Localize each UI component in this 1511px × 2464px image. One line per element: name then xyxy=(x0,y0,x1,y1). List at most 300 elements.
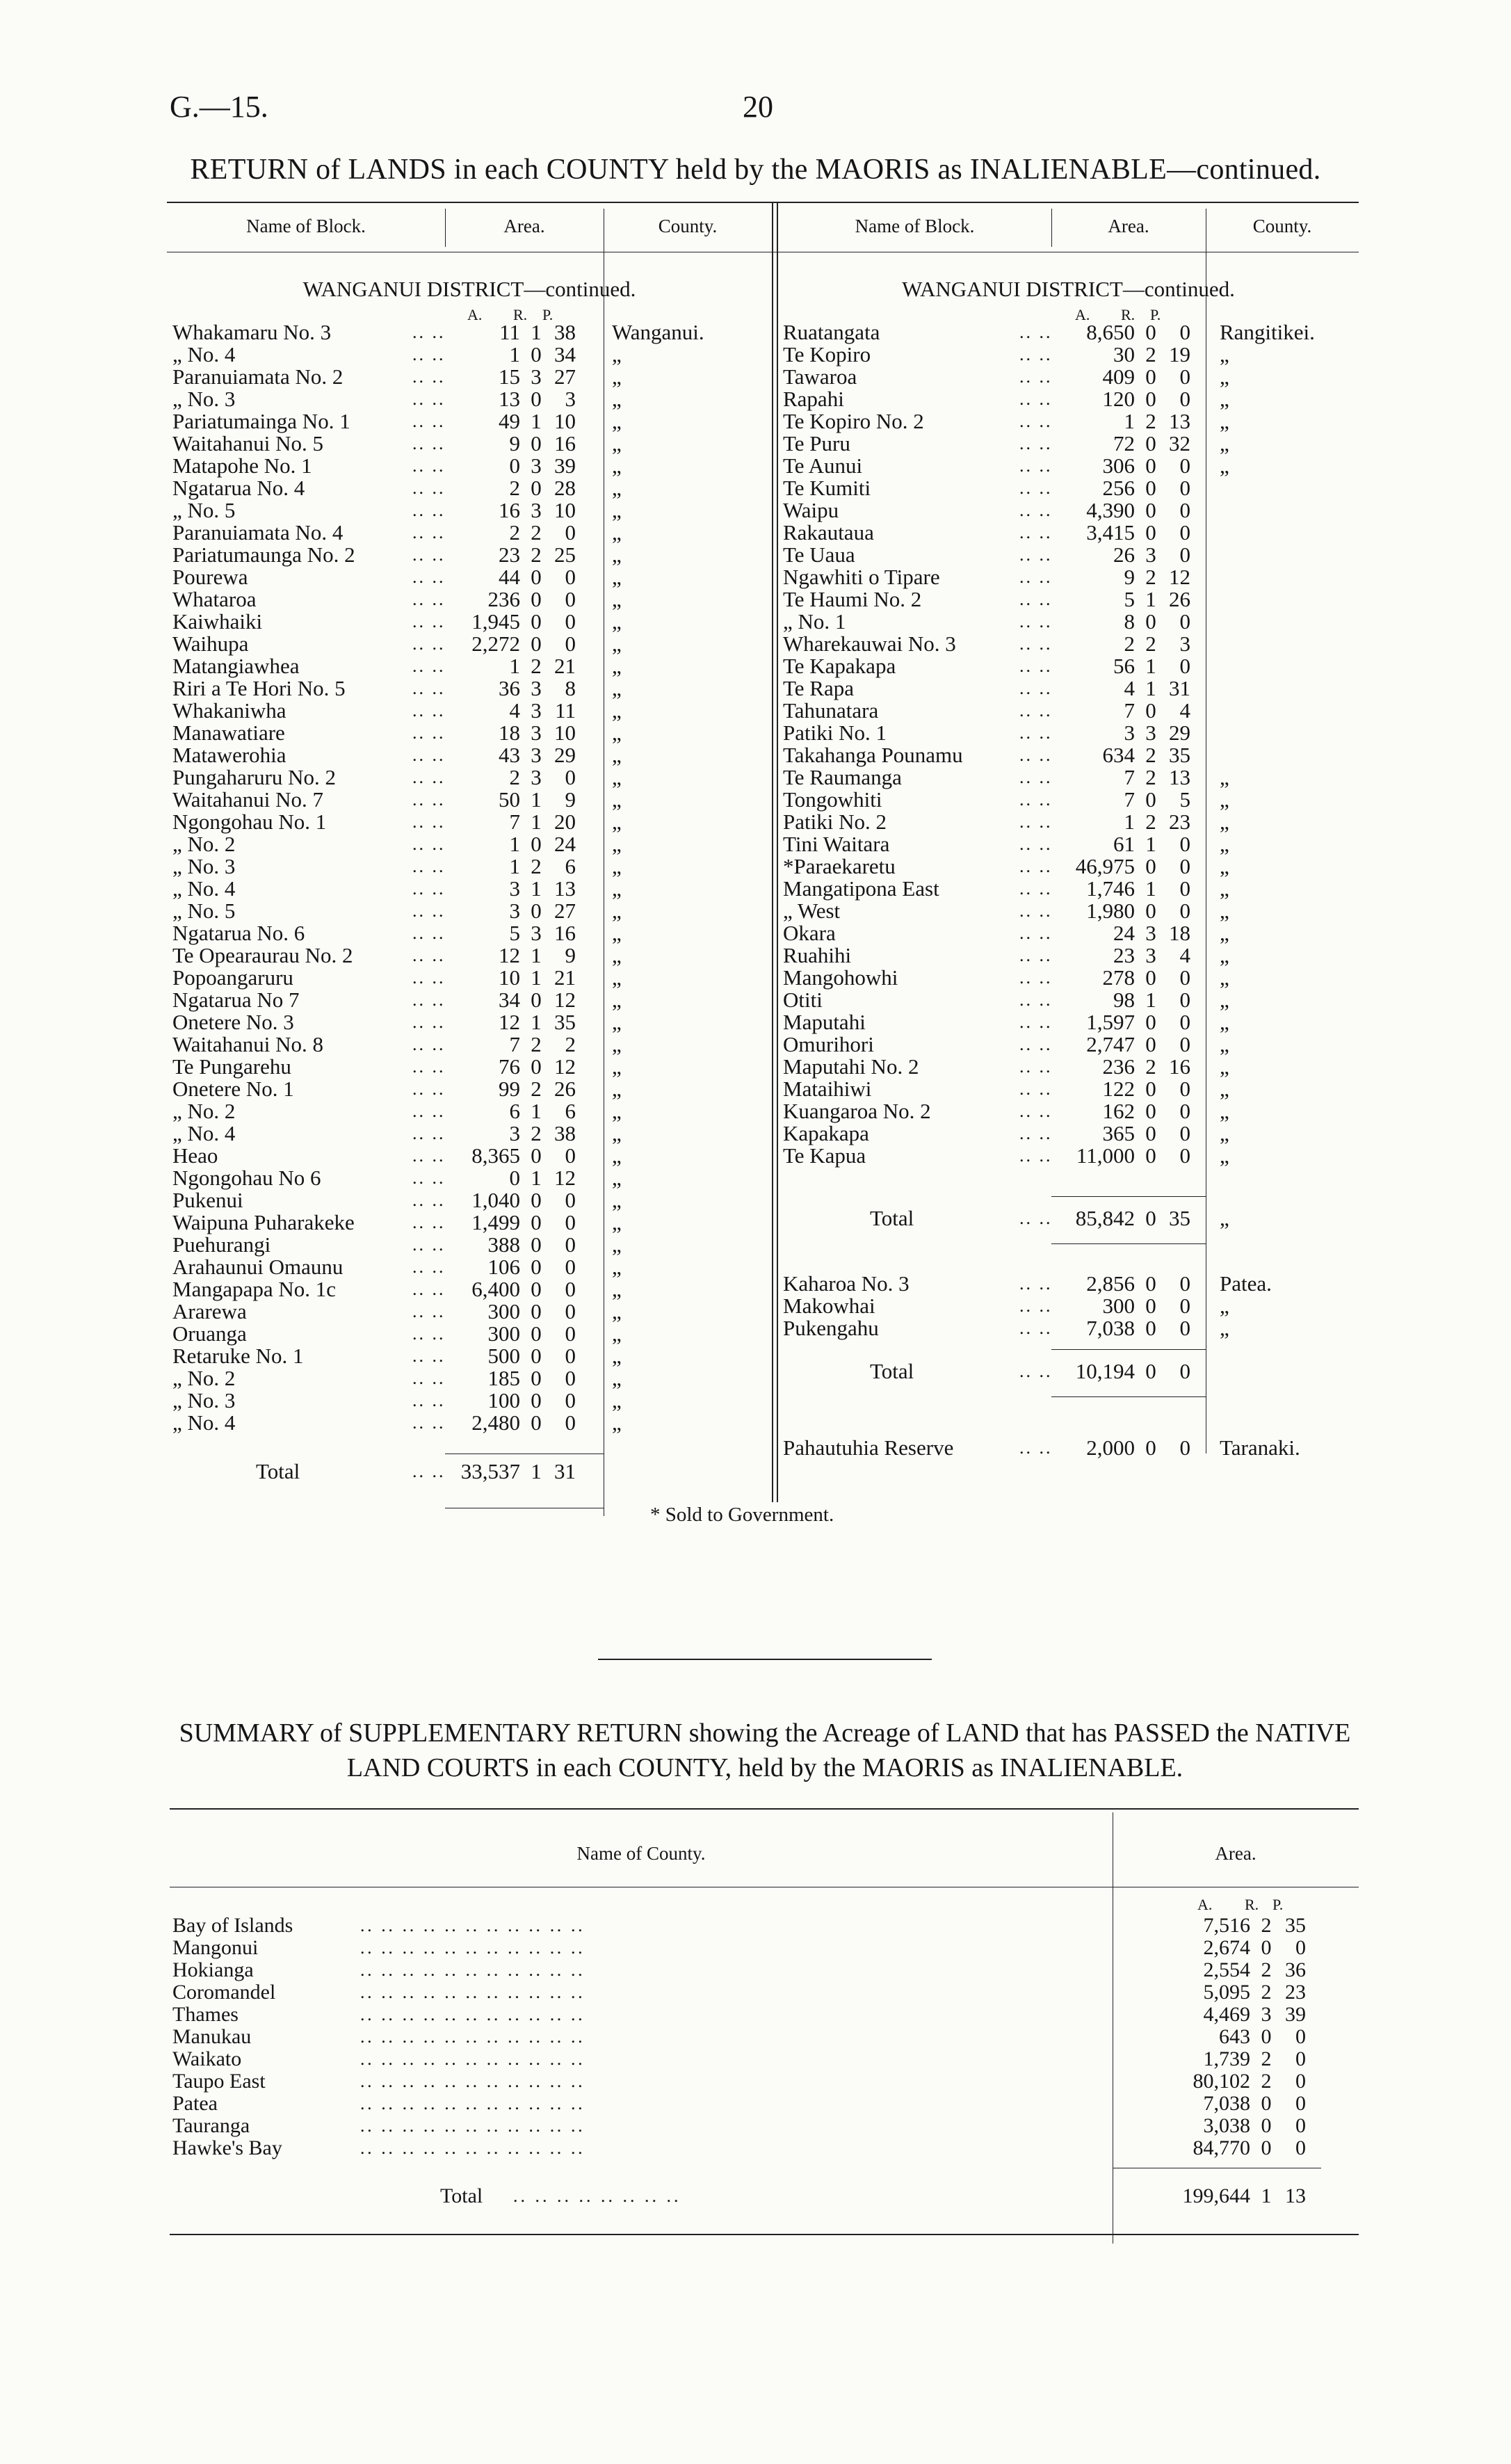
area-perches: 0 xyxy=(1179,876,1190,901)
county: „ xyxy=(1220,765,1229,789)
area-roods: 0 xyxy=(1145,364,1156,389)
area-perches: 6 xyxy=(565,854,576,878)
unit-perches-right: P. xyxy=(1150,306,1161,323)
leader-dots: .. .. xyxy=(412,1301,446,1321)
area-acres: 6 xyxy=(509,1099,520,1123)
area-perches: 0 xyxy=(1179,609,1190,634)
leader-dots: .. .. xyxy=(1019,567,1053,587)
block-name: Pungaharuru No. 2 xyxy=(172,765,337,789)
area-acres: 11 xyxy=(499,320,520,344)
area-perches: 0 xyxy=(1179,453,1190,478)
area-perches: 0 xyxy=(1179,1121,1190,1145)
county: „ xyxy=(612,431,622,456)
area-acres: 1 xyxy=(1124,409,1135,433)
county-name: Hawke's Bay xyxy=(172,2136,282,2159)
leader-dots: .. .. xyxy=(1019,878,1053,899)
area-roods: 1 xyxy=(1145,832,1156,856)
leader-dots: .. .. xyxy=(412,967,446,988)
table-row xyxy=(783,1295,1367,1317)
table-row xyxy=(783,1360,1367,1383)
table-row xyxy=(783,1056,1367,1078)
area-perches: 0 xyxy=(1295,2025,1306,2048)
county: „ xyxy=(612,409,622,433)
area-acres: 85,842 xyxy=(1075,1206,1135,1230)
table-row xyxy=(783,522,1367,544)
area-acres: 61 xyxy=(1113,832,1135,856)
area-roods: 0 xyxy=(531,1054,542,1079)
area-roods: 2 xyxy=(1261,1981,1272,2004)
area-perches: 0 xyxy=(565,609,576,634)
county: „ xyxy=(612,387,622,411)
block-name: Tini Waitara xyxy=(783,832,890,856)
leader-dots: .. .. xyxy=(412,1145,446,1166)
county: „ xyxy=(612,1299,622,1323)
leader-dots: .. .. xyxy=(1019,1101,1053,1121)
leader-dots: .. .. xyxy=(412,1056,446,1077)
page-title: RETURN of LANDS in each COUNTY held by the MAORIS as INALIENABLE—continued. xyxy=(190,154,1321,186)
area-perches: 2 xyxy=(565,1032,576,1056)
area-perches: 0 xyxy=(1179,1099,1190,1123)
summary-row xyxy=(172,2115,1320,2137)
area-perches: 0 xyxy=(565,1232,576,1257)
summary-title-line2: LAND COURTS in each COUNTY, held by the MAORIS as INALIENABLE. xyxy=(346,1753,1183,1782)
area-acres: 7 xyxy=(1124,787,1135,812)
area-perches: 10 xyxy=(554,498,576,522)
area-acres: 1,499 xyxy=(471,1210,520,1234)
area-acres: 7,038 xyxy=(1203,2092,1250,2115)
area-roods: 0 xyxy=(1261,2092,1272,2115)
leader-dots: .. .. .. .. .. .. .. .. .. .. .. xyxy=(360,1960,585,1980)
right-total2-rule-bottom xyxy=(1051,1396,1206,1397)
table-row xyxy=(783,477,1367,499)
area-acres: 2,480 xyxy=(471,1410,520,1435)
county: „ xyxy=(612,1366,622,1390)
area-acres: 13 xyxy=(499,387,520,411)
area-roods: 0 xyxy=(1145,698,1156,723)
area-roods: 3 xyxy=(531,720,542,745)
area-acres: 256 xyxy=(1102,476,1135,500)
area-acres: 236 xyxy=(487,587,520,611)
block-name: Te Kapakapa xyxy=(783,654,896,678)
area-perches: 31 xyxy=(554,1459,576,1483)
area-perches: 12 xyxy=(554,1054,576,1079)
area-acres: 1,597 xyxy=(1086,1010,1135,1034)
county: „ xyxy=(612,1010,622,1034)
area-roods: 0 xyxy=(531,1366,542,1390)
block-name: Waitahanui No. 7 xyxy=(172,787,324,812)
area-roods: 0 xyxy=(1145,387,1156,411)
county: „ xyxy=(612,1210,622,1234)
summary-row xyxy=(172,2070,1320,2093)
area-acres: 3,415 xyxy=(1086,520,1135,545)
area-roods: 0 xyxy=(1145,1010,1156,1034)
leader-dots: .. .. xyxy=(412,990,446,1010)
area-perches: 16 xyxy=(554,431,576,456)
area-roods: 0 xyxy=(1145,431,1156,456)
area-perches: 28 xyxy=(554,476,576,500)
table-row xyxy=(783,878,1367,900)
block-name: Matawerohia xyxy=(172,743,286,767)
area-acres: 1 xyxy=(509,832,520,856)
leader-dots: .. .. xyxy=(412,856,446,876)
leader-dots: .. .. .. .. .. .. .. .. .. .. .. xyxy=(360,2027,585,2047)
area-acres: 15 xyxy=(499,364,520,389)
block-name: Omurihori xyxy=(783,1032,874,1056)
leader-dots: .. .. xyxy=(412,1212,446,1232)
block-name: Mangohowhi xyxy=(783,965,898,990)
area-roods: 2 xyxy=(1145,631,1156,656)
leader-dots: .. .. xyxy=(1019,322,1053,342)
block-name: Waihupa xyxy=(172,631,249,656)
leader-dots: .. .. xyxy=(412,1168,446,1188)
area-roods: 1 xyxy=(531,1459,542,1483)
area-roods: 2 xyxy=(531,1032,542,1056)
county: „ xyxy=(1220,1143,1229,1168)
area-perches: 38 xyxy=(554,1121,576,1145)
county-name: Taupo East xyxy=(172,2070,266,2093)
area-roods: 0 xyxy=(1145,854,1156,878)
area-roods: 0 xyxy=(531,1255,542,1279)
right-total1-rule-bottom xyxy=(1051,1243,1206,1244)
summary-row xyxy=(172,2004,1320,2026)
area-acres: 4,390 xyxy=(1086,498,1135,522)
area-perches: 0 xyxy=(1295,2114,1306,2137)
leader-dots: .. .. xyxy=(412,812,446,832)
block-name: Te Puru xyxy=(783,431,850,456)
area-acres: 8,365 xyxy=(471,1143,520,1168)
county: „ xyxy=(1220,832,1229,856)
leader-dots: .. .. xyxy=(1019,1361,1053,1381)
area-acres: 50 xyxy=(499,787,520,812)
area-roods: 1 xyxy=(531,1099,542,1123)
county: „ xyxy=(612,720,622,745)
area-roods: 0 xyxy=(1145,965,1156,990)
county: „ xyxy=(612,1321,622,1346)
block-name: Onetere No. 1 xyxy=(172,1077,294,1101)
summary-unit-perches: P. xyxy=(1272,1896,1284,1913)
leader-dots: .. .. xyxy=(412,1012,446,1032)
area-perches: 0 xyxy=(1179,1294,1190,1318)
area-perches: 3 xyxy=(1179,631,1190,656)
area-roods: 0 xyxy=(1145,476,1156,500)
leader-dots: .. .. xyxy=(412,1190,446,1210)
area-roods: 2 xyxy=(1145,1054,1156,1079)
area-roods: 0 xyxy=(531,565,542,589)
leader-dots: .. .. xyxy=(412,634,446,654)
area-acres: 2 xyxy=(509,520,520,545)
leader-dots: .. .. xyxy=(412,1323,446,1344)
leader-dots: .. .. xyxy=(412,522,446,542)
table-row xyxy=(783,811,1367,833)
area-acres: 2 xyxy=(1124,631,1135,656)
unit-acres-left: A. xyxy=(467,306,483,323)
area-perches: 0 xyxy=(1295,2047,1306,2070)
leader-dots: .. .. xyxy=(412,678,446,698)
area-perches: 12 xyxy=(1169,565,1190,589)
table-row xyxy=(783,499,1367,522)
area-perches: 9 xyxy=(565,787,576,812)
county: „ xyxy=(612,565,622,589)
county: „ xyxy=(1220,921,1229,945)
county: „ xyxy=(612,342,622,367)
leader-dots: .. .. .. .. .. .. .. .. .. .. .. xyxy=(360,2093,585,2113)
area-acres: 30 xyxy=(1113,342,1135,367)
leader-dots: .. .. xyxy=(412,344,446,364)
area-perches: 13 xyxy=(1169,409,1190,433)
area-roods: 0 xyxy=(1145,787,1156,812)
area-roods: 0 xyxy=(1145,498,1156,522)
area-acres: 12 xyxy=(499,943,520,967)
county: „ xyxy=(612,1099,622,1123)
area-perches: 39 xyxy=(1285,2003,1306,2026)
leader-dots: .. .. xyxy=(1019,1208,1053,1228)
area-perches: 0 xyxy=(565,565,576,589)
area-perches: 0 xyxy=(1179,364,1190,389)
block-name: Okara xyxy=(783,921,836,945)
area-acres: 2 xyxy=(509,765,520,789)
area-roods: 0 xyxy=(1145,1077,1156,1101)
area-acres: 7 xyxy=(1124,765,1135,789)
right-total1-rule-top xyxy=(1051,1196,1206,1197)
block-name: Waitahanui No. 5 xyxy=(172,431,324,456)
area-acres: 7,516 xyxy=(1203,1914,1250,1937)
block-name: Te Kapua xyxy=(783,1143,866,1168)
area-acres: 36 xyxy=(499,676,520,700)
block-name: Paranuiamata No. 4 xyxy=(172,520,344,545)
unit-acres-right: A. xyxy=(1075,306,1090,323)
area-acres: 9 xyxy=(1124,565,1135,589)
area-roods: 2 xyxy=(1145,342,1156,367)
block-name: Pukenui xyxy=(172,1188,243,1212)
area-acres: 24 xyxy=(1113,921,1135,945)
area-roods: 1 xyxy=(1145,654,1156,678)
block-name: Makowhai xyxy=(783,1294,875,1318)
block-name: Waipuna Puharakeke xyxy=(172,1210,355,1234)
block-name: Kapakapa xyxy=(783,1121,869,1145)
leader-dots: .. .. xyxy=(1019,1296,1053,1316)
area-perches: 36 xyxy=(1285,1958,1306,1981)
county: „ xyxy=(612,1232,622,1257)
summary-col-area: Area. xyxy=(1215,1843,1257,1864)
leader-dots: .. .. xyxy=(1019,1056,1053,1077)
area-perches: 29 xyxy=(1169,720,1190,745)
leader-dots: .. .. xyxy=(1019,1145,1053,1166)
leader-dots: .. .. xyxy=(412,901,446,921)
block-name: Maputahi xyxy=(783,1010,866,1034)
area-acres: 199,644 xyxy=(1182,2184,1250,2207)
area-roods: 3 xyxy=(531,676,542,700)
leader-dots: .. .. xyxy=(412,367,446,387)
county: „ xyxy=(612,921,622,945)
leader-dots: .. .. .. .. .. .. .. .. xyxy=(513,2186,681,2206)
area-perches: 0 xyxy=(565,1210,576,1234)
table-row xyxy=(783,1317,1367,1339)
area-perches: 21 xyxy=(554,654,576,678)
block-name: Ruatangata xyxy=(783,320,880,344)
area-acres: 1,040 xyxy=(471,1188,520,1212)
table-row xyxy=(783,321,1367,344)
county: „ xyxy=(612,899,622,923)
area-perches: 5 xyxy=(1179,787,1190,812)
area-roods: 2 xyxy=(531,520,542,545)
leader-dots: .. .. xyxy=(1019,678,1053,698)
leader-dots: .. .. xyxy=(412,1123,446,1143)
area-roods: 2 xyxy=(531,542,542,567)
county: „ xyxy=(1220,965,1229,990)
leader-dots: .. .. xyxy=(412,589,446,609)
area-acres: 3 xyxy=(1124,720,1135,745)
area-roods: 1 xyxy=(531,320,542,344)
area-roods: 1 xyxy=(531,787,542,812)
summary-col-county: Name of County. xyxy=(576,1843,706,1864)
block-name: Pariatumaunga No. 2 xyxy=(172,542,355,567)
area-perches: 27 xyxy=(554,899,576,923)
area-perches: 0 xyxy=(1179,320,1190,344)
leader-dots: .. .. xyxy=(412,745,446,765)
county: „ xyxy=(612,1255,622,1279)
block-name: Ngatarua No. 6 xyxy=(172,921,305,945)
area-acres: 100 xyxy=(487,1388,520,1412)
area-roods: 3 xyxy=(531,921,542,945)
area-acres: 500 xyxy=(487,1344,520,1368)
table-row xyxy=(783,1273,1367,1295)
area-perches: 11 xyxy=(555,698,576,723)
block-name: Wharekauwai No. 3 xyxy=(783,631,956,656)
county: „ xyxy=(612,542,622,567)
leader-dots: .. .. xyxy=(412,500,446,520)
leader-dots: .. .. xyxy=(412,656,446,676)
table-row xyxy=(783,900,1367,922)
leader-dots: .. .. xyxy=(412,389,446,409)
area-perches: 35 xyxy=(1285,1914,1306,1937)
block-name: Te Uaua xyxy=(783,542,855,567)
leader-dots: .. .. .. .. .. .. .. .. .. .. .. xyxy=(360,2004,585,2024)
county: „ xyxy=(612,1277,622,1301)
leader-dots: .. .. xyxy=(1019,611,1053,631)
area-acres: 2,272 xyxy=(471,631,520,656)
area-roods: 0 xyxy=(531,431,542,456)
area-roods: 0 xyxy=(531,1299,542,1323)
district-heading-right: WANGANUI DISTRICT—continued. xyxy=(902,277,1235,301)
table-row xyxy=(783,566,1367,588)
area-perches: 0 xyxy=(1179,654,1190,678)
leader-dots: .. .. xyxy=(412,1279,446,1299)
summary-bottom-rule xyxy=(170,2234,1359,2235)
col-name-right: Name of Block. xyxy=(855,216,975,236)
table-row xyxy=(783,611,1367,633)
block-name: Rapahi xyxy=(783,387,844,411)
table-row xyxy=(783,344,1367,366)
area-perches: 0 xyxy=(1295,2136,1306,2159)
county: „ xyxy=(612,698,622,723)
block-name: „ No. 4 xyxy=(172,876,236,901)
county: „ xyxy=(612,787,622,812)
block-name: Patiki No. 1 xyxy=(783,720,887,745)
area-acres: 1 xyxy=(509,654,520,678)
area-perches: 35 xyxy=(554,1010,576,1034)
county: „ xyxy=(612,765,622,789)
county: „ xyxy=(612,520,622,545)
county-name: Waikato xyxy=(172,2047,242,2070)
block-name: „ No. 2 xyxy=(172,832,236,856)
area-perches: 0 xyxy=(1179,988,1190,1012)
area-perches: 10 xyxy=(554,720,576,745)
block-name: Te Raumanga xyxy=(783,765,902,789)
area-roods: 0 xyxy=(1145,520,1156,545)
block-name: „ No. 1 xyxy=(783,609,846,634)
area-acres: 84,770 xyxy=(1193,2136,1250,2159)
area-perches: 26 xyxy=(554,1077,576,1101)
leader-dots: .. .. xyxy=(1019,945,1053,965)
county: „ xyxy=(612,609,622,634)
area-perches: 0 xyxy=(1295,1936,1306,1959)
area-acres: 1 xyxy=(1124,810,1135,834)
leader-dots: .. .. xyxy=(412,322,446,342)
area-acres: 16 xyxy=(499,498,520,522)
table-top-rule xyxy=(167,202,1359,203)
leader-dots: .. .. xyxy=(1019,589,1053,609)
area-perches: 34 xyxy=(554,342,576,367)
area-acres: 300 xyxy=(1102,1294,1135,1318)
area-acres: 7 xyxy=(509,1032,520,1056)
area-roods: 1 xyxy=(531,943,542,967)
area-roods: 2 xyxy=(1145,765,1156,789)
area-acres: 5 xyxy=(1124,587,1135,611)
leader-dots: .. .. xyxy=(412,545,446,565)
table-row xyxy=(783,1145,1367,1167)
area-perches: 0 xyxy=(1179,832,1190,856)
area-acres: 44 xyxy=(499,565,520,589)
county: „ xyxy=(612,676,622,700)
block-name: Onetere No. 3 xyxy=(172,1010,294,1034)
table-row xyxy=(783,677,1367,700)
area-roods: 2 xyxy=(531,1077,542,1101)
area-roods: 0 xyxy=(1261,1936,1272,1959)
area-roods: 0 xyxy=(1145,1294,1156,1318)
area-acres: 11,000 xyxy=(1076,1143,1135,1168)
county: „ xyxy=(612,1121,622,1145)
area-perches: 0 xyxy=(565,1277,576,1301)
block-name: „ No. 2 xyxy=(172,1099,236,1123)
summary-row xyxy=(172,1915,1320,1937)
county: „ xyxy=(612,654,622,678)
area-acres: 8 xyxy=(1124,609,1135,634)
area-roods: 0 xyxy=(1145,1143,1156,1168)
block-name: Oruanga xyxy=(172,1321,247,1346)
area-perches: 0 xyxy=(1179,899,1190,923)
area-acres: 1,739 xyxy=(1203,2047,1250,2070)
area-roods: 0 xyxy=(531,609,542,634)
area-acres: 8,650 xyxy=(1086,320,1135,344)
area-perches: 0 xyxy=(565,587,576,611)
leader-dots: .. .. xyxy=(1019,856,1053,876)
block-name: Total xyxy=(870,1206,914,1230)
area-roods: 0 xyxy=(531,988,542,1012)
area-roods: 3 xyxy=(531,698,542,723)
area-roods: 0 xyxy=(531,387,542,411)
block-name: Te Kopiro No. 2 xyxy=(783,409,924,433)
area-perches: 39 xyxy=(554,453,576,478)
county: Wanganui. xyxy=(612,320,704,344)
leader-dots: .. .. xyxy=(1019,1438,1053,1458)
block-name: Tawaroa xyxy=(783,364,857,389)
leader-dots: .. .. xyxy=(1019,500,1053,520)
county: „ xyxy=(612,1388,622,1412)
area-roods: 0 xyxy=(1145,453,1156,478)
block-name: Takahanga Pounamu xyxy=(783,743,963,767)
area-perches: 29 xyxy=(554,743,576,767)
county: „ xyxy=(612,1054,622,1079)
